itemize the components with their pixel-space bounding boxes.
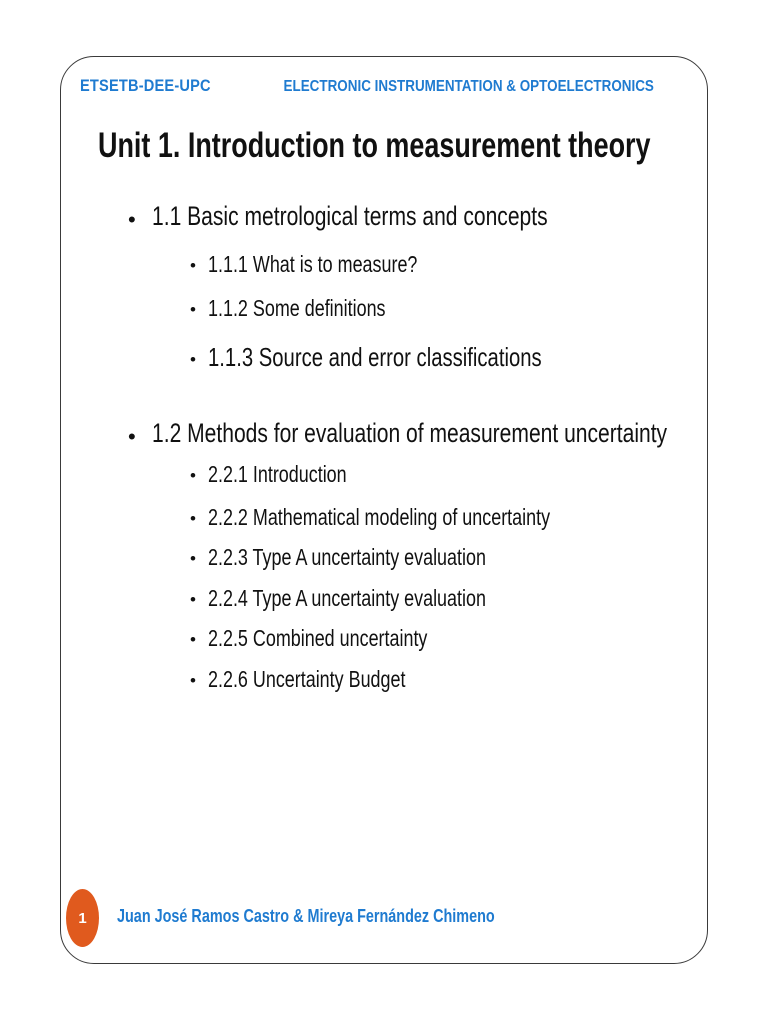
list-item-label: 1.1.1 What is to measure? xyxy=(208,251,418,277)
header-course-title: ELECTRONIC INSTRUMENTATION & OPTOELECTRONICS xyxy=(283,78,654,95)
bullet-icon: • xyxy=(128,424,136,449)
bullet-icon: • xyxy=(190,256,196,275)
bullet-icon: • xyxy=(128,207,136,232)
list-item-label: 2.2.1 Introduction xyxy=(208,461,347,487)
list-item-label: 2.2.2 Mathematical modeling of uncertainty xyxy=(208,504,551,530)
list-item-label: 2.2.6 Uncertainty Budget xyxy=(208,666,406,692)
section-label: 1.1 Basic metrological terms and concepts xyxy=(152,201,548,231)
page-number-badge xyxy=(66,889,99,947)
page-number: 1 xyxy=(78,909,87,927)
bullet-icon: • xyxy=(190,509,196,528)
list-item-label: 2.2.4 Type A uncertainty evaluation xyxy=(208,585,486,611)
list-item-label: 2.2.3 Type A uncertainty evaluation xyxy=(208,544,486,570)
bullet-icon: • xyxy=(190,671,196,690)
bullet-icon: • xyxy=(190,300,196,319)
list-item-label: 1.1.2 Some definitions xyxy=(208,295,386,321)
list-item-label: 2.2.5 Combined uncertainty xyxy=(208,625,428,651)
bullet-icon: • xyxy=(190,549,196,568)
bullet-icon: • xyxy=(190,590,196,609)
bullet-icon: • xyxy=(190,630,196,649)
bullet-icon: • xyxy=(190,350,196,369)
list-item-label: 1.1.3 Source and error classifications xyxy=(208,342,542,372)
section-label: 1.2 Methods for evaluation of measurement uncertainty xyxy=(152,418,668,448)
header-institution: ETSETB-DEE-UPC xyxy=(80,76,211,95)
bullet-icon: • xyxy=(190,466,196,485)
footer-authors: Juan José Ramos Castro & Mireya Fernández Chimeno xyxy=(117,906,495,926)
slide-title: Unit 1. Introduction to measurement theory xyxy=(98,126,651,165)
